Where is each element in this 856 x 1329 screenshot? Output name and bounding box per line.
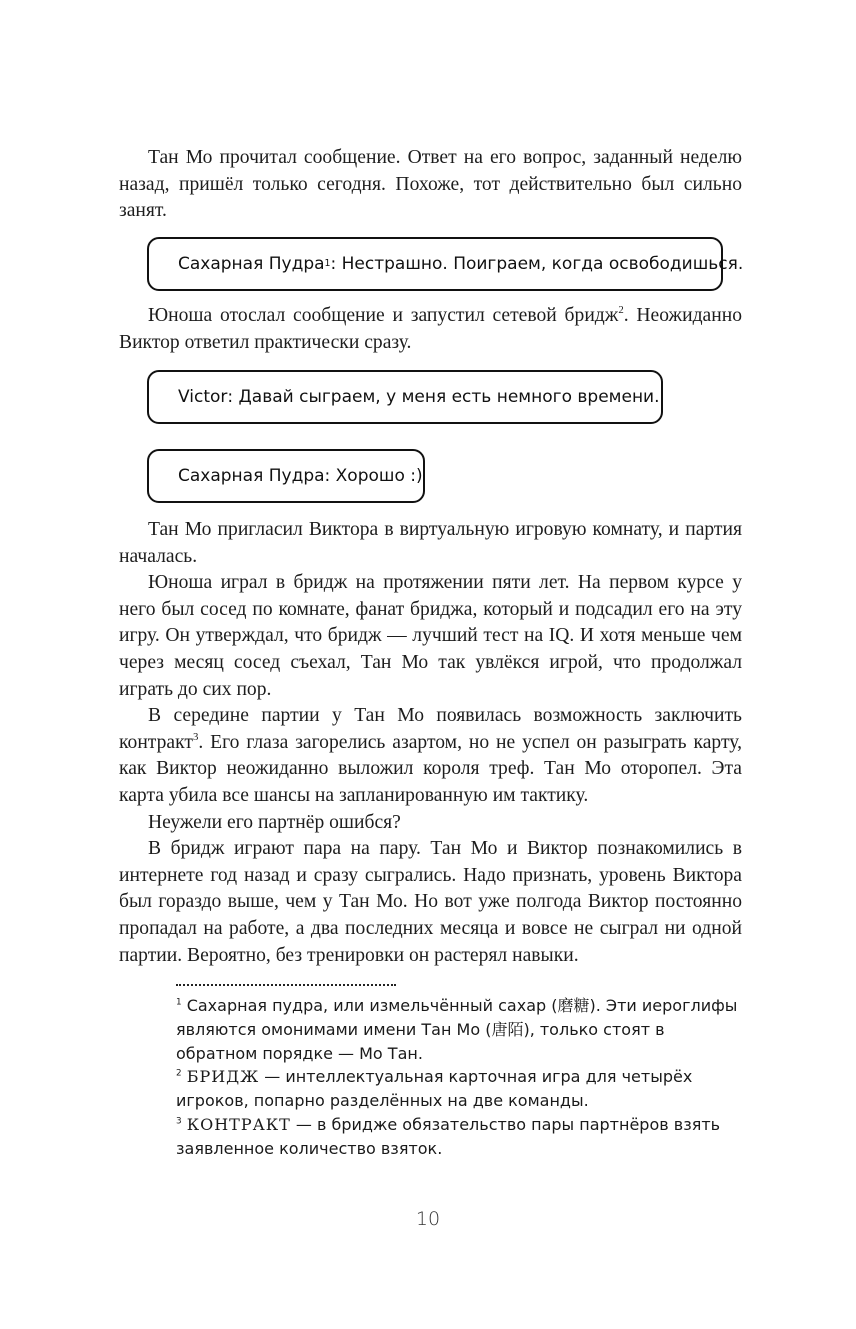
page-number: 10 — [415, 1208, 441, 1230]
paragraph-block-bottom — [119, 517, 742, 969]
paragraph: Тан Мо пригласил Виктора в виртуальную игровую комнату, и партия началась. — [119, 519, 742, 567]
chat-message — [147, 449, 425, 503]
paragraph-block-mid — [119, 303, 742, 356]
chat-sender: Victor — [178, 387, 228, 407]
chat-sender: Сахарная Пудра — [178, 466, 325, 486]
paragraph: В середине партии у Тан Мо появилась возможность заключить контракт$^3$. Его глаза загорелись азартом, но не успел он разыграть карту, как Виктор неожиданно выложил короля треф. Тан Мо оторопел. Эта карта убила все шансы на запланированную им тактику. — [119, 705, 742, 806]
footnotes — [176, 994, 742, 1161]
footnote-term: КОНТРАКТ — [186, 1114, 291, 1134]
chat-message: Сахарная Пудра 1 : Нестрашно. Поиграем, когда освободишься. — [147, 237, 723, 291]
footnote-term: БРИДЖ — [186, 1067, 260, 1087]
chat-message — [147, 370, 663, 424]
footnote-ref[interactable]: 3 — [192, 730, 199, 743]
chat-text: : Хорошо :) — [324, 466, 423, 486]
paragraph-block-top — [119, 145, 742, 225]
paragraph: Юноша играл в бридж на протяжении пяти лет. На первом курсе у него был сосед по комнате, фанат бриджа, который и подсадил его на эту игру. Он утверждал, что бридж — лучший тест на IQ. И хотя меньше чем через месяц сосед съехал, Тан Мо так увлёкся игрой, что продолжал играть до сих пор. — [119, 572, 742, 700]
footnote-1: $^1$ Сахарная пудра, или измельчённый сахар (磨糖). Эти иероглифы являются омонимами имени Тан Мо (唐陌), только стоят в обратном порядке — Мо Тан. — [176, 996, 738, 1063]
chat-text: : Нестрашно. Поиграем, когда освободишься. — [330, 254, 744, 274]
footnote-3: $^3$ КОНТРАКТ — в бридже обязательство пары партнёров взять заявленное количество взяток. — [176, 1114, 721, 1158]
paragraph: Юноша отослал сообщение и запустил сетевой бридж$^2$. Неожиданно Виктор ответил практически сразу. — [119, 303, 743, 353]
paragraph: В бридж играют пара на пару. Тан Мо и Виктор познакомились в интернете год назад и сразу сыгрались. Надо признать, уровень Виктора был гораздо выше, чем у Тан Мо. Но вот уже полгода Виктор постоянно пропадал на работе, а два последних месяца и вовсе не сыграл ни одной партии. Вероятно, без тренировки он растерял навыки. — [119, 838, 742, 966]
paragraph: Неужели его партнёр ошибся? — [148, 811, 401, 833]
chat-sender: Сахарная Пудра — [178, 254, 325, 274]
paragraph: Тан Мо прочитал сообщение. Ответ на его вопрос, заданный неделю назад, пришёл только сегодня. Похоже, тот действительно был сильно занят. — [119, 147, 742, 222]
footnote-separator — [176, 984, 396, 986]
footnote-ref[interactable]: 2 — [618, 303, 624, 316]
footnote-2: $^2$ БРИДЖ — интеллектуальная карточная игра для четырёх игроков, попарно разделённых на две команды. — [176, 1067, 693, 1111]
chat-text: : Давай сыграем, у меня есть немного времени. — [227, 387, 660, 407]
